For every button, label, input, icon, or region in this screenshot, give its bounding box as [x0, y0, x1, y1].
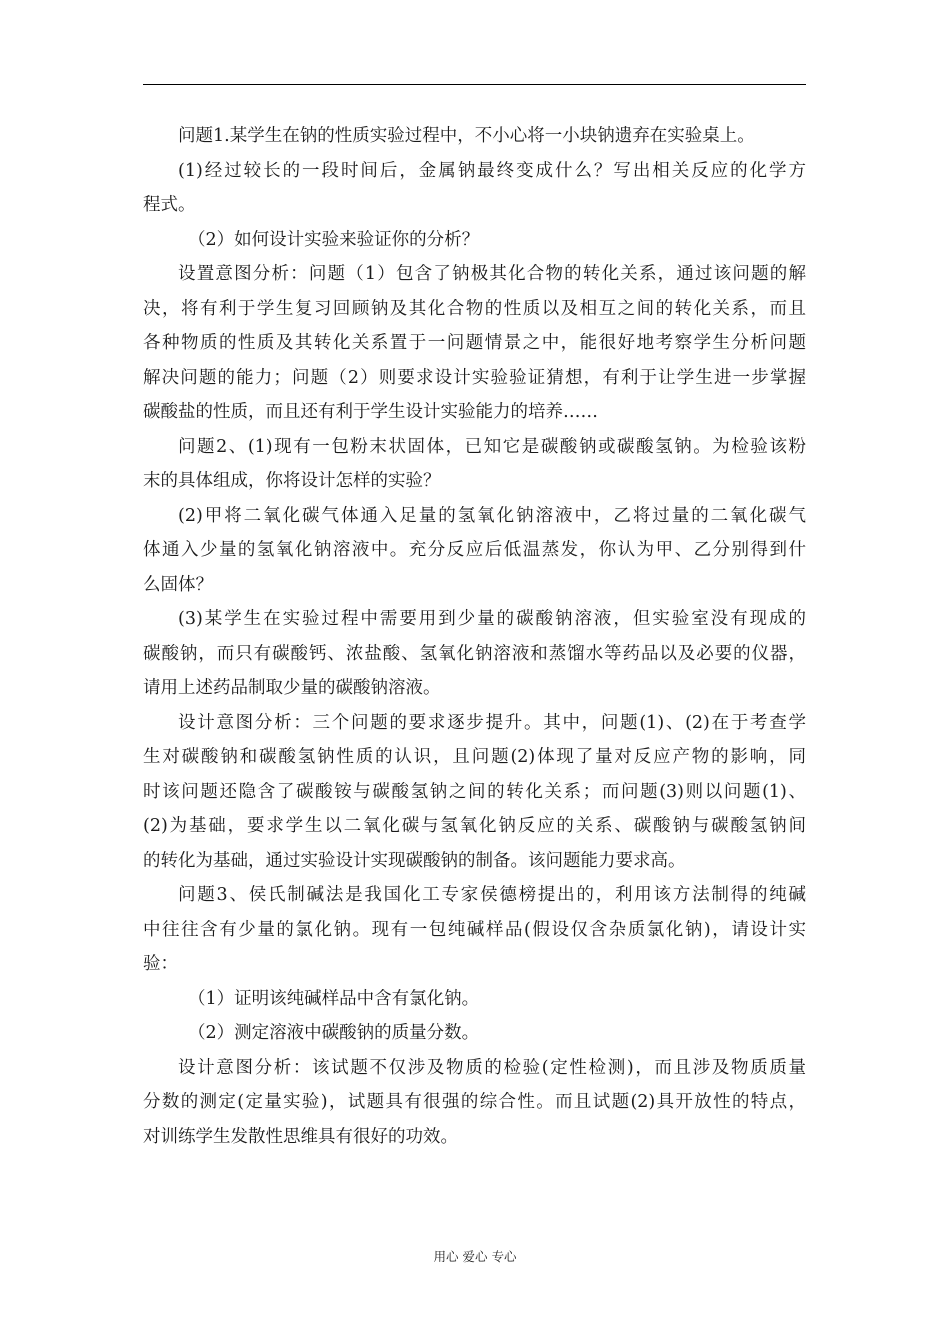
text-line: 决，将有利于学生复习回顾钠及其化合物的性质以及相互之间的转化关系，而且: [143, 298, 806, 319]
text-line: 请用上述药品制取少量的碳酸钠溶液。: [143, 678, 441, 698]
header-rule: [143, 84, 806, 85]
text-line: 生对碳酸钠和碳酸氢钠性质的认识，且问题(2)体现了量对反应产物的影响，同: [143, 747, 806, 767]
text-line: 验：: [143, 954, 178, 974]
text-line: 的转化为基础，通过实验设计实现碳酸钠的制备。该问题能力要求高。: [143, 850, 686, 871]
text-line: 末的具体组成，你将设计怎样的实验？: [143, 471, 441, 491]
text-line: 时该问题还隐含了碳酸铵与碳酸氢钠之间的转化关系；而问题(3)则以问题(1)、: [143, 781, 806, 802]
text-line: 中往往含有少量的氯化钠。现有一包纯碱样品(假设仅含杂质氯化钠)，请设计实: [143, 919, 806, 940]
page-footer: 用心 爱心 专心: [433, 1249, 517, 1264]
text-line: 设计意图分析：该试题不仅涉及物质的检验(定性检测)，而且涉及物质质量: [178, 1057, 806, 1078]
text-line: (3)某学生在实验过程中需要用到少量的碳酸钠溶液，但实验室没有现成的: [178, 609, 806, 629]
text-line: 么固体？: [143, 574, 213, 595]
text-line: 问题2、(1)现有一包粉末状固体，已知它是碳酸钠或碳酸氢钠。为检验该粉: [178, 436, 806, 457]
text-line: 程式。: [143, 195, 196, 215]
text-line: 设置意图分析：问题（1）包含了钠极其化合物的转化关系，通过该问题的解: [178, 264, 806, 284]
text-line: 对训练学生发散性思维具有很好的功效。: [143, 1126, 458, 1147]
text-line: 碳酸钠，而只有碳酸钙、浓盐酸、氢氧化钠溶液和蒸馏水等药品以及必要的仪器，: [143, 643, 806, 664]
text-line: 体通入少量的氢氧化钠溶液中。充分反应后低温蒸发，你认为甲、乙分别得到什: [143, 540, 806, 560]
text-line: 分数的测定(定量实验)，试题具有很强的综合性。而且试题(2)具开放性的特点，: [143, 1092, 806, 1112]
text-line: 问题1.某学生在钠的性质实验过程中，不小心将一小块钠遗弃在实验桌上。: [178, 126, 755, 146]
document-body: [143, 119, 806, 1154]
text-line: （2）如何设计实验来验证你的分析？: [188, 229, 480, 250]
text-line: (2)为基础，要求学生以二氧化碳与氢氧化钠反应的关系、碳酸钠与碳酸氢钠间: [143, 816, 806, 836]
text-line: 设计意图分析：三个问题的要求逐步提升。其中，问题(1)、(2)在于考查学: [178, 712, 806, 733]
text-line: (1)经过较长的一段时间后，金属钠最终变成什么？写出相关反应的化学方: [178, 160, 806, 181]
text-line: （1）证明该纯碱样品中含有氯化钠。: [188, 988, 480, 1009]
text-line: （2）测定溶液中碳酸钠的质量分数。: [188, 1023, 480, 1043]
text-line: 解决问题的能力；问题（2）则要求设计实验验证猜想，有利于让学生进一步掌握: [143, 367, 806, 388]
text-line: 问题3、侯氏制碱法是我国化工专家侯德榜提出的，利用该方法制得的纯碱: [178, 885, 806, 905]
text-line: 碳酸盐的性质，而且还有利于学生设计实验能力的培养……: [143, 402, 598, 422]
text-line: (2)甲将二氧化碳气体通入足量的氢氧化钠溶液中，乙将过量的二氧化碳气: [178, 505, 806, 526]
text-line: 各种物质的性质及其转化关系置于一问题情景之中，能很好地考察学生分析问题: [143, 333, 806, 353]
